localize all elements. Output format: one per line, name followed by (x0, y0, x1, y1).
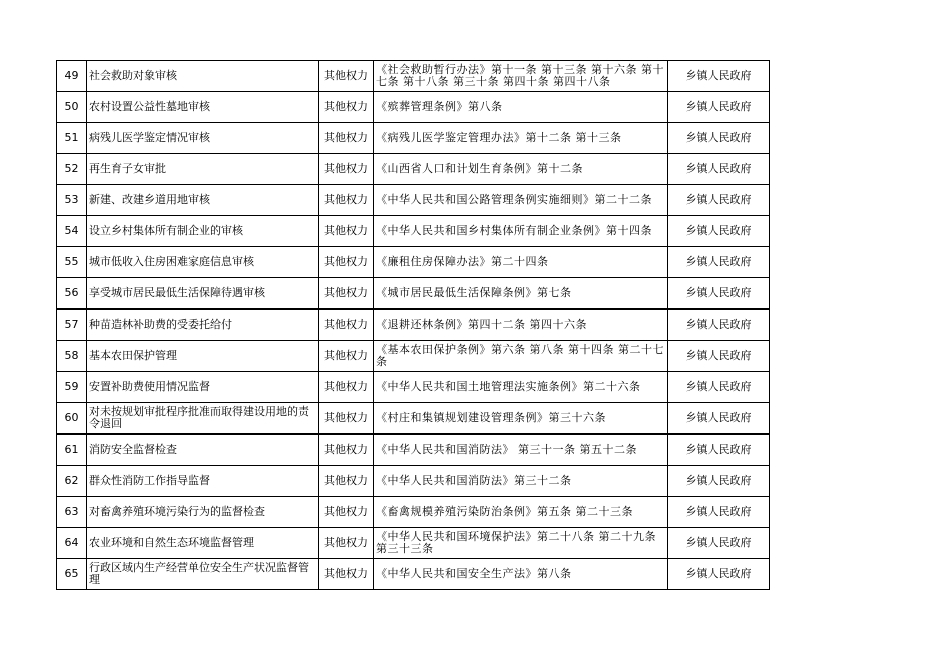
row-number: 49 (57, 61, 87, 92)
row-number: 65 (57, 559, 87, 590)
row-number: 64 (57, 528, 87, 559)
table-row (57, 341, 770, 372)
power-type: 其他权力 (319, 497, 374, 528)
implementing-body: 乡镇人民政府 (668, 216, 770, 247)
power-type: 其他权力 (319, 61, 374, 92)
row-number: 62 (57, 466, 87, 497)
power-item-name: 新建、改建乡道用地审核 (87, 185, 319, 216)
power-item-name: 城市低收入住房困难家庭信息审核 (87, 247, 319, 278)
legal-basis: 《中华人民共和国乡村集体所有制企业条例》第十四条 (374, 216, 668, 247)
legal-basis: 《病残儿医学鉴定管理办法》第十二条 第十三条 (374, 123, 668, 154)
implementing-body: 乡镇人民政府 (668, 61, 770, 92)
legal-basis: 《社会救助暂行办法》第十一条 第十三条 第十六条 第十七条 第十八条 第三十条 第四十条 第四十八条 (374, 61, 668, 92)
legal-basis: 《城市居民最低生活保障条例》第七条 (374, 278, 668, 310)
table-row (57, 216, 770, 247)
power-item-name: 农业环境和自然生态环境监督管理 (87, 528, 319, 559)
implementing-body: 乡镇人民政府 (668, 185, 770, 216)
table-row (57, 92, 770, 123)
implementing-body: 乡镇人民政府 (668, 434, 770, 466)
legal-basis: 《殡葬管理条例》第八条 (374, 92, 668, 123)
power-type: 其他权力 (319, 216, 374, 247)
power-type: 其他权力 (319, 434, 374, 466)
implementing-body: 乡镇人民政府 (668, 247, 770, 278)
table-row (57, 434, 770, 466)
legal-basis: 《村庄和集镇规划建设管理条例》第三十六条 (374, 403, 668, 435)
implementing-body: 乡镇人民政府 (668, 559, 770, 590)
legal-basis: 《基本农田保护条例》第六条 第八条 第十四条 第二十七条 (374, 341, 668, 372)
table-row (57, 61, 770, 92)
power-item-name: 社会救助对象审核 (87, 61, 319, 92)
power-type: 其他权力 (319, 123, 374, 154)
table-row (57, 497, 770, 528)
power-item-name: 基本农田保护管理 (87, 341, 319, 372)
power-type: 其他权力 (319, 466, 374, 497)
power-type: 其他权力 (319, 185, 374, 216)
implementing-body: 乡镇人民政府 (668, 403, 770, 435)
row-number: 59 (57, 372, 87, 403)
table-row (57, 466, 770, 497)
implementing-body: 乡镇人民政府 (668, 341, 770, 372)
legal-basis: 《中华人民共和国公路管理条例实施细则》第二十二条 (374, 185, 668, 216)
power-list-table (56, 60, 770, 590)
legal-basis: 《中华人民共和国环境保护法》第二十八条 第二十九条 第三十三条 (374, 528, 668, 559)
legal-basis: 《中华人民共和国土地管理法实施条例》第二十六条 (374, 372, 668, 403)
row-number: 54 (57, 216, 87, 247)
power-item-name: 消防安全监督检查 (87, 434, 319, 466)
legal-basis: 《中华人民共和国安全生产法》第八条 (374, 559, 668, 590)
implementing-body: 乡镇人民政府 (668, 528, 770, 559)
power-item-name: 种苗造林补助费的受委托给付 (87, 309, 319, 341)
power-type: 其他权力 (319, 247, 374, 278)
power-item-name: 安置补助费使用情况监督 (87, 372, 319, 403)
implementing-body: 乡镇人民政府 (668, 497, 770, 528)
row-number: 58 (57, 341, 87, 372)
power-item-name: 行政区域内生产经营单位安全生产状况监督管理 (87, 559, 319, 590)
power-item-name: 病残儿医学鉴定情况审核 (87, 123, 319, 154)
power-type: 其他权力 (319, 528, 374, 559)
row-number: 57 (57, 309, 87, 341)
legal-basis: 《畜禽规模养殖污染防治条例》第五条 第二十三条 (374, 497, 668, 528)
row-number: 51 (57, 123, 87, 154)
row-number: 55 (57, 247, 87, 278)
table-body (57, 61, 770, 590)
power-item-name: 农村设置公益性墓地审核 (87, 92, 319, 123)
implementing-body: 乡镇人民政府 (668, 278, 770, 310)
implementing-body: 乡镇人民政府 (668, 154, 770, 185)
power-item-name: 再生育子女审批 (87, 154, 319, 185)
implementing-body: 乡镇人民政府 (668, 372, 770, 403)
power-type: 其他权力 (319, 92, 374, 123)
legal-basis: 《中华人民共和国消防法》 第三十一条 第五十二条 (374, 434, 668, 466)
table-row (57, 185, 770, 216)
row-number: 56 (57, 278, 87, 310)
power-type: 其他权力 (319, 278, 374, 310)
power-item-name: 群众性消防工作指导监督 (87, 466, 319, 497)
table-row (57, 403, 770, 435)
table-row (57, 278, 770, 310)
row-number: 63 (57, 497, 87, 528)
power-item-name: 对畜禽养殖环境污染行为的监督检查 (87, 497, 319, 528)
power-type: 其他权力 (319, 154, 374, 185)
power-type: 其他权力 (319, 559, 374, 590)
power-type: 其他权力 (319, 403, 374, 435)
row-number: 50 (57, 92, 87, 123)
power-item-name: 设立乡村集体所有制企业的审核 (87, 216, 319, 247)
implementing-body: 乡镇人民政府 (668, 92, 770, 123)
table-row (57, 154, 770, 185)
power-item-name: 对未按规划审批程序批准而取得建设用地的责令退回 (87, 403, 319, 435)
legal-basis: 《中华人民共和国消防法》第三十二条 (374, 466, 668, 497)
power-type: 其他权力 (319, 372, 374, 403)
legal-basis: 《山西省人口和计划生育条例》第十二条 (374, 154, 668, 185)
power-type: 其他权力 (319, 309, 374, 341)
power-type: 其他权力 (319, 341, 374, 372)
row-number: 53 (57, 185, 87, 216)
table-row (57, 247, 770, 278)
implementing-body: 乡镇人民政府 (668, 309, 770, 341)
legal-basis: 《退耕还林条例》第四十二条 第四十六条 (374, 309, 668, 341)
table-row (57, 309, 770, 341)
table-row (57, 528, 770, 559)
implementing-body: 乡镇人民政府 (668, 123, 770, 154)
row-number: 52 (57, 154, 87, 185)
implementing-body: 乡镇人民政府 (668, 466, 770, 497)
table-row (57, 123, 770, 154)
table-row (57, 559, 770, 590)
row-number: 61 (57, 434, 87, 466)
power-item-name: 享受城市居民最低生活保障待遇审核 (87, 278, 319, 310)
row-number: 60 (57, 403, 87, 435)
legal-basis: 《廉租住房保障办法》第二十四条 (374, 247, 668, 278)
table-row (57, 372, 770, 403)
